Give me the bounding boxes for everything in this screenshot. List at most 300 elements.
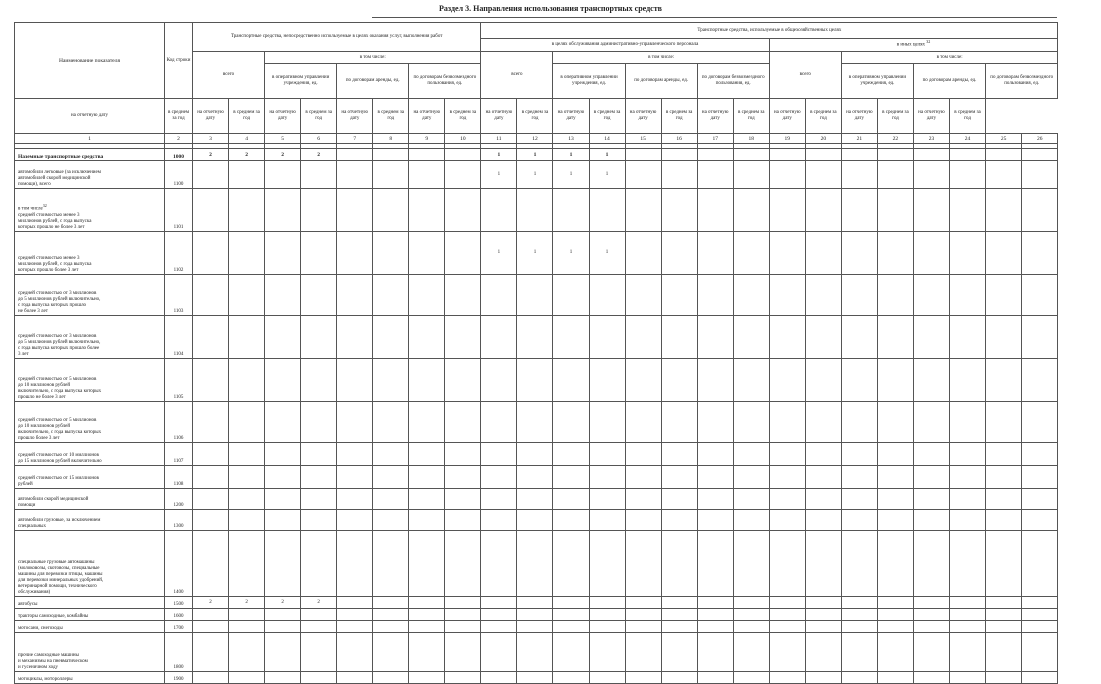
value-cell — [805, 149, 841, 161]
value-cell — [193, 359, 229, 402]
column-number: 8 — [373, 134, 409, 144]
value-cell — [805, 489, 841, 510]
value-cell — [950, 466, 986, 489]
header-direct-incl: в том числе: — [265, 52, 481, 64]
value-cell — [337, 359, 373, 402]
value-cell — [769, 510, 805, 531]
header-on-date: на отчетную дату — [697, 99, 733, 134]
value-cell — [445, 232, 481, 275]
value-cell — [409, 189, 445, 232]
table-row — [15, 531, 1058, 597]
value-cell — [841, 275, 877, 316]
header-avg-year: в среднем за год — [661, 99, 697, 134]
value-cell — [913, 232, 949, 275]
row-label — [15, 149, 165, 161]
value-cell — [769, 633, 805, 672]
value-cell: 2 — [229, 597, 265, 609]
value-cell — [841, 232, 877, 275]
value-cell — [589, 359, 625, 402]
value-cell — [877, 466, 913, 489]
value-cell — [877, 489, 913, 510]
value-cell — [841, 149, 877, 161]
value-cell — [229, 621, 265, 633]
value-cell — [841, 633, 877, 672]
row-label-text: прочие самоходные машины и механизмы на пневматическом и гусеничном ходу — [18, 653, 88, 670]
value-cell — [229, 402, 265, 443]
value-cell — [481, 189, 517, 232]
value-cell — [265, 443, 301, 466]
value-cell — [301, 443, 337, 466]
header-direct-free-use: по договорам безвозмездного пользования, ед. — [409, 64, 481, 99]
row-label-text: автобусы — [18, 602, 38, 607]
value-cell — [733, 402, 769, 443]
column-number: 9 — [409, 134, 445, 144]
value-cell — [229, 489, 265, 510]
row-label — [15, 189, 165, 232]
value-cell — [877, 531, 913, 597]
value-cell — [1022, 359, 1058, 402]
value-cell — [769, 232, 805, 275]
value-cell — [193, 621, 229, 633]
value-cell — [697, 443, 733, 466]
value-cell — [1022, 402, 1058, 443]
value-cell — [877, 316, 913, 359]
value-cell — [625, 161, 661, 189]
value-cell — [913, 531, 949, 597]
value-cell — [229, 161, 265, 189]
value-cell — [265, 510, 301, 531]
header-avg-year: в среднем за год — [805, 99, 841, 134]
value-cell — [1022, 489, 1058, 510]
value-cell — [1022, 510, 1058, 531]
value-cell — [661, 275, 697, 316]
value-cell — [373, 510, 409, 531]
value-cell — [589, 443, 625, 466]
value-cell — [841, 621, 877, 633]
value-cell — [337, 633, 373, 672]
value-cell — [1022, 597, 1058, 609]
value-cell — [950, 672, 986, 684]
value-cell — [733, 489, 769, 510]
header-avg-year: в среднем за год — [373, 99, 409, 134]
value-cell — [697, 621, 733, 633]
value-cell — [733, 672, 769, 684]
value-cell — [481, 672, 517, 684]
value-cell — [661, 621, 697, 633]
header-avg-year: в среднем за год — [301, 99, 337, 134]
value-cell — [589, 531, 625, 597]
value-cell — [301, 621, 337, 633]
value-cell — [409, 621, 445, 633]
column-number-row — [15, 134, 1058, 144]
header-on-date: на отчетную дату — [265, 99, 301, 134]
row-label-text: средней стоимостью от 3 миллионов до 5 миллионов рублей включительно, с года выпуска которых прошло более 3 лет — [18, 334, 101, 357]
value-cell — [625, 510, 661, 531]
value-cell — [913, 621, 949, 633]
value-cell — [950, 531, 986, 597]
value-cell — [193, 672, 229, 684]
value-cell — [913, 402, 949, 443]
row-code: 1000 — [165, 149, 193, 161]
value-cell — [337, 232, 373, 275]
row-code: 1300 — [165, 510, 193, 531]
value-cell: 1 — [553, 232, 589, 275]
column-number: 23 — [913, 134, 949, 144]
value-cell — [1022, 531, 1058, 597]
value-cell — [481, 466, 517, 489]
value-cell — [373, 672, 409, 684]
value-cell — [769, 149, 805, 161]
value-cell — [1022, 672, 1058, 684]
value-cell — [877, 359, 913, 402]
value-cell — [301, 189, 337, 232]
value-cell — [625, 531, 661, 597]
value-cell — [229, 510, 265, 531]
header-avg-year: в среднем за год — [445, 99, 481, 134]
value-cell — [733, 609, 769, 621]
table-row — [15, 443, 1058, 466]
value-cell — [769, 621, 805, 633]
header-direct-total: всего — [193, 52, 265, 99]
header-other-label: в иных целях — [896, 42, 926, 48]
value-cell — [1022, 149, 1058, 161]
value-cell — [805, 633, 841, 672]
value-cell — [986, 466, 1022, 489]
row-label-text: автомобили легковые (за исключением автомобилей скорой медицинской помощи), всего — [18, 170, 101, 187]
row-code: 1800 — [165, 633, 193, 672]
header-other — [769, 39, 1058, 52]
row-label-text: Наземные транспортные средства — [18, 154, 104, 160]
row-label-text: средней стоимостью от 3 миллионов до 5 миллионов рублей включительно, с года выпуска которых прошло не более 3 лет — [18, 291, 101, 314]
column-number: 10 — [445, 134, 481, 144]
value-cell: 1 — [517, 161, 553, 189]
value-cell — [265, 489, 301, 510]
value-cell — [373, 531, 409, 597]
value-cell — [841, 531, 877, 597]
value-cell — [986, 597, 1022, 609]
value-cell — [409, 466, 445, 489]
value-cell — [625, 402, 661, 443]
value-cell — [986, 489, 1022, 510]
value-cell — [229, 443, 265, 466]
value-cell — [193, 443, 229, 466]
value-cell — [193, 275, 229, 316]
value-cell — [445, 149, 481, 161]
value-cell — [517, 531, 553, 597]
value-cell — [805, 275, 841, 316]
value-cell — [841, 316, 877, 359]
header-other-total: всего — [769, 52, 841, 99]
value-cell — [553, 489, 589, 510]
value-cell — [301, 510, 337, 531]
column-number: 11 — [481, 134, 517, 144]
value-cell — [517, 672, 553, 684]
value-cell — [229, 189, 265, 232]
value-cell — [553, 466, 589, 489]
header-direct-operative: в оперативном управлении учреждения, ед. — [265, 64, 337, 99]
value-cell — [409, 275, 445, 316]
value-cell — [265, 609, 301, 621]
value-cell — [481, 359, 517, 402]
value-cell — [193, 531, 229, 597]
value-cell — [913, 672, 949, 684]
value-cell — [733, 443, 769, 466]
value-cell — [517, 189, 553, 232]
value-cell — [229, 672, 265, 684]
value-cell — [373, 609, 409, 621]
value-cell — [337, 161, 373, 189]
value-cell — [301, 359, 337, 402]
row-label — [15, 597, 165, 609]
row-code: 1700 — [165, 621, 193, 633]
value-cell — [301, 633, 337, 672]
value-cell — [877, 597, 913, 609]
value-cell — [769, 489, 805, 510]
value-cell — [841, 443, 877, 466]
value-cell — [481, 531, 517, 597]
value-cell — [805, 161, 841, 189]
value-cell — [697, 597, 733, 609]
value-cell — [373, 597, 409, 609]
header-on-date: на отчетную дату — [769, 99, 805, 134]
value-cell — [553, 531, 589, 597]
value-cell — [193, 402, 229, 443]
value-cell — [697, 489, 733, 510]
value-cell — [445, 672, 481, 684]
table-row — [15, 189, 1058, 232]
value-cell — [769, 466, 805, 489]
value-cell — [661, 597, 697, 609]
value-cell — [733, 633, 769, 672]
value-cell: 1 — [517, 232, 553, 275]
value-cell — [733, 232, 769, 275]
column-number: 20 — [805, 134, 841, 144]
value-cell — [950, 402, 986, 443]
column-number: 6 — [301, 134, 337, 144]
value-cell — [265, 531, 301, 597]
value-cell — [877, 510, 913, 531]
value-cell — [481, 402, 517, 443]
value-cell — [409, 161, 445, 189]
value-cell — [661, 232, 697, 275]
value-cell — [445, 402, 481, 443]
value-cell — [265, 402, 301, 443]
value-cell — [841, 672, 877, 684]
value-cell — [445, 189, 481, 232]
value-cell — [445, 316, 481, 359]
column-number: 15 — [625, 134, 661, 144]
header-general: Транспортные средства, используемые в общехозяйственных целях — [481, 23, 1058, 39]
value-cell — [913, 359, 949, 402]
value-cell — [553, 621, 589, 633]
row-code: 1108 — [165, 466, 193, 489]
row-label-text: мотосани, снегоходы — [18, 626, 63, 631]
value-cell — [733, 149, 769, 161]
value-cell — [517, 316, 553, 359]
column-number: 21 — [841, 134, 877, 144]
header-admin-free-use: по договорам безвозмездного пользования, ед. — [697, 64, 769, 99]
value-cell — [769, 359, 805, 402]
value-cell — [877, 149, 913, 161]
value-cell — [697, 633, 733, 672]
value-cell — [697, 359, 733, 402]
value-cell — [913, 609, 949, 621]
table-row — [15, 609, 1058, 621]
value-cell — [805, 232, 841, 275]
table-row — [15, 466, 1058, 489]
value-cell — [913, 489, 949, 510]
value-cell — [1022, 275, 1058, 316]
row-code: 1101 — [165, 189, 193, 232]
column-number: 24 — [950, 134, 986, 144]
row-label — [15, 316, 165, 359]
row-code: 1600 — [165, 609, 193, 621]
value-cell — [373, 633, 409, 672]
value-cell — [373, 466, 409, 489]
value-cell — [589, 510, 625, 531]
value-cell — [986, 232, 1022, 275]
value-cell — [229, 232, 265, 275]
value-cell — [193, 510, 229, 531]
header-admin-operative: в оперативном управлении учреждения, ед. — [553, 64, 625, 99]
value-cell — [301, 489, 337, 510]
row-code: 1103 — [165, 275, 193, 316]
value-cell — [445, 489, 481, 510]
row-label — [15, 359, 165, 402]
header-admin-incl: в том числе: — [553, 52, 769, 64]
value-cell — [301, 275, 337, 316]
value-cell — [409, 149, 445, 161]
value-cell — [733, 510, 769, 531]
header-on-date: на отчетную дату — [409, 99, 445, 134]
value-cell — [805, 316, 841, 359]
value-cell — [697, 149, 733, 161]
value-cell — [805, 609, 841, 621]
value-cell: 1 — [589, 149, 625, 161]
header-avg-year: в среднем за год — [229, 99, 265, 134]
value-cell — [517, 443, 553, 466]
value-cell — [661, 531, 697, 597]
value-cell — [409, 510, 445, 531]
table-row — [15, 672, 1058, 684]
value-cell — [986, 189, 1022, 232]
value-cell — [986, 510, 1022, 531]
value-cell: 1 — [481, 161, 517, 189]
value-cell — [950, 510, 986, 531]
header-on-date: на отчетную дату — [625, 99, 661, 134]
value-cell — [589, 275, 625, 316]
value-cell — [877, 232, 913, 275]
value-cell — [337, 149, 373, 161]
value-cell: 1 — [517, 149, 553, 161]
row-code: 1107 — [165, 443, 193, 466]
column-number: 3 — [193, 134, 229, 144]
value-cell — [265, 275, 301, 316]
value-cell — [409, 359, 445, 402]
value-cell — [805, 621, 841, 633]
value-cell — [733, 161, 769, 189]
value-cell — [517, 633, 553, 672]
row-code: 1400 — [165, 531, 193, 597]
value-cell — [193, 466, 229, 489]
value-cell — [625, 316, 661, 359]
value-cell — [229, 633, 265, 672]
value-cell — [589, 316, 625, 359]
value-cell — [229, 359, 265, 402]
header-on-date: на отчетную дату — [337, 99, 373, 134]
value-cell — [589, 489, 625, 510]
value-cell — [841, 466, 877, 489]
value-cell — [409, 531, 445, 597]
value-cell — [769, 189, 805, 232]
value-cell — [229, 531, 265, 597]
value-cell — [517, 621, 553, 633]
value-cell — [986, 672, 1022, 684]
row-label-text: средней стоимостью от 5 миллионов до 10 миллионов рублей включительно, с года выпуска которых прошло более 3 лет — [18, 418, 102, 441]
section-title: Раздел 3. Направления использования транспортных средств — [439, 4, 662, 13]
value-cell — [661, 633, 697, 672]
value-cell: 2 — [265, 149, 301, 161]
row-label-text-cont: средней стоимостью менее 3 миллионов рублей, с года выпуска которых прошло не более 3 лет — [18, 213, 92, 230]
value-cell — [265, 189, 301, 232]
value-cell — [193, 609, 229, 621]
value-cell — [409, 597, 445, 609]
value-cell — [661, 489, 697, 510]
value-cell — [445, 443, 481, 466]
value-cell — [986, 359, 1022, 402]
value-cell — [193, 489, 229, 510]
value-cell — [733, 531, 769, 597]
table-row — [15, 232, 1058, 275]
value-cell — [445, 597, 481, 609]
header-other-lease: по договорам аренды, ед. — [913, 64, 985, 99]
column-number: 26 — [1022, 134, 1058, 144]
value-cell — [950, 443, 986, 466]
table-row — [15, 275, 1058, 316]
value-cell — [769, 597, 805, 609]
value-cell — [1022, 621, 1058, 633]
value-cell — [841, 597, 877, 609]
value-cell — [337, 510, 373, 531]
value-cell — [301, 402, 337, 443]
value-cell — [373, 443, 409, 466]
row-label-text: тракторы самоходные, комбайны — [18, 614, 89, 619]
value-cell — [265, 316, 301, 359]
header-other-free-use: по договорам безвозмездного пользования, ед. — [986, 64, 1058, 99]
value-cell — [697, 609, 733, 621]
value-cell — [589, 672, 625, 684]
value-cell — [337, 189, 373, 232]
value-cell — [769, 531, 805, 597]
value-cell — [661, 609, 697, 621]
value-cell — [337, 316, 373, 359]
value-cell — [481, 316, 517, 359]
header-direct: Транспортные средства, непосредственно используемые в целях оказания услуг, выполнения работ — [193, 23, 481, 52]
row-label — [15, 275, 165, 316]
value-cell — [265, 466, 301, 489]
value-cell — [913, 149, 949, 161]
value-cell — [769, 443, 805, 466]
value-cell — [373, 621, 409, 633]
value-cell — [805, 510, 841, 531]
value-cell — [337, 466, 373, 489]
table-row — [15, 316, 1058, 359]
value-cell — [625, 609, 661, 621]
value-cell — [589, 633, 625, 672]
row-label-note: 32 — [42, 203, 47, 209]
value-cell — [877, 443, 913, 466]
row-label — [15, 443, 165, 466]
